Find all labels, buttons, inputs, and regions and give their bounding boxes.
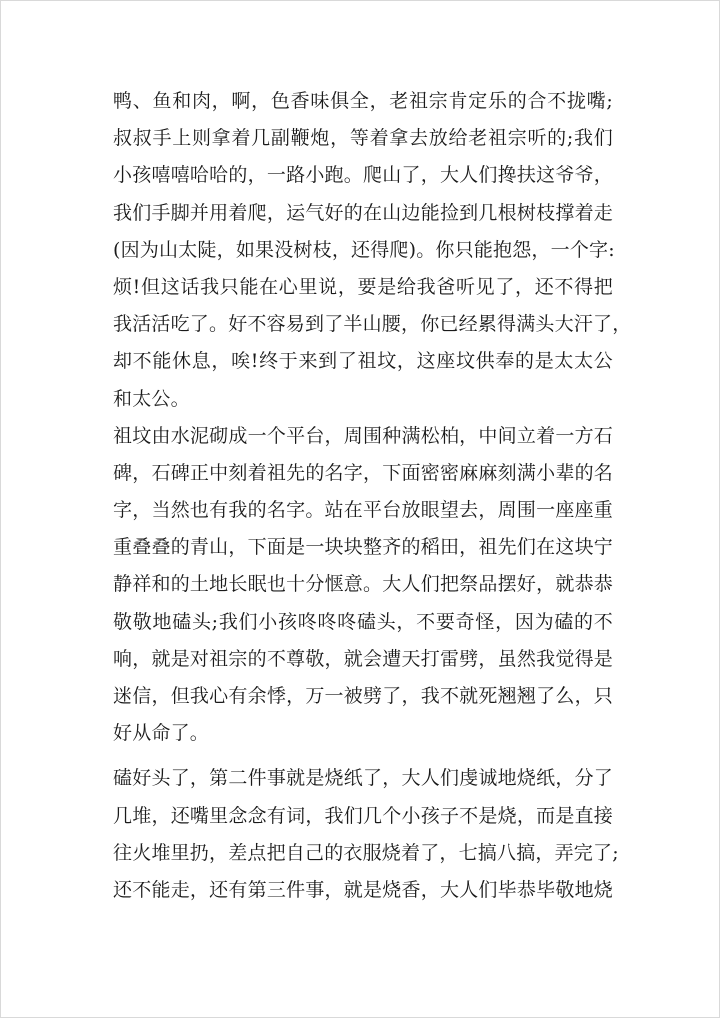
text-line: 我们手脚并用着爬，运气好的在山边能捡到几根树枝撑着走 xyxy=(113,201,613,224)
text-line: 磕好头了，第二件事就是烧纸了，大人们虔诚地烧纸，分了 xyxy=(113,767,613,790)
text-line: 和太公。 xyxy=(113,387,190,410)
text-line: 静祥和的土地长眠也十分惬意。大人们把祭品摆好，就恭恭 xyxy=(113,573,613,596)
paragraph-spacer xyxy=(113,752,613,760)
text-line: 字，当然也有我的名字。站在平台放眼望去，周围一座座重 xyxy=(113,499,613,522)
text-line: 还不能走，还有第三件事，就是烧香，大人们毕恭毕敬地烧 xyxy=(113,878,613,901)
text-line: 响，就是对祖宗的不尊敬，就会遭天打雷劈，虽然我觉得是 xyxy=(113,647,613,670)
text-line: 往火堆里扔，差点把自己的衣服烧着了，七搞八搞，弄完了; xyxy=(113,841,619,864)
text-line: 好从命了。 xyxy=(113,722,210,745)
paragraph-1 xyxy=(113,83,632,418)
text-line: 叔叔手上则拿着几副鞭炮，等着拿去放给老祖宗听的;我们 xyxy=(113,127,613,150)
text-line: 我活活吃了。好不容易到了半山腰，你已经累得满头大汗了， xyxy=(113,313,632,336)
text-line: 敬敬地磕头;我们小孩咚咚咚磕头，不要奇怪，因为磕的不 xyxy=(113,610,613,633)
text-line: 祖坟由水泥砌成一个平台，周围种满松柏，中间立着一方石 xyxy=(113,424,613,447)
text-line: 几堆，还嘴里念念有词，我们几个小孩子不是烧，而是直接 xyxy=(113,804,613,827)
text-line: 小孩嘻嘻哈哈的，一路小跑。爬山了，大人们搀扶这爷爷， xyxy=(113,164,613,187)
text-line: 迷信，但我心有余悸，万一被劈了，我不就死翘翘了么，只 xyxy=(113,685,613,707)
paragraph-3 xyxy=(113,760,619,909)
text-line: 却不能休息，唉!终于来到了祖坟，这座坟供奉的是太太公 xyxy=(113,350,613,373)
text-line: 鸭、鱼和肉，啊，色香味俱全，老祖宗肯定乐的合不拢嘴; xyxy=(113,90,613,112)
text-line: 碑，石碑正中刻着祖先的名字，下面密密麻麻刻满小辈的名 xyxy=(113,461,613,484)
text-line: 烦!但这话我只能在心里说，要是给我爸听见了，还不得把 xyxy=(113,275,613,298)
paragraph-2 xyxy=(113,418,613,753)
text-line: (因为山太陡，如果没树枝，还得爬)。你只能抱怨，一个字: xyxy=(113,238,615,261)
document-body xyxy=(113,83,632,909)
text-line: 重叠叠的青山，下面是一块块整齐的稻田，祖先们在这块宁 xyxy=(113,536,613,559)
